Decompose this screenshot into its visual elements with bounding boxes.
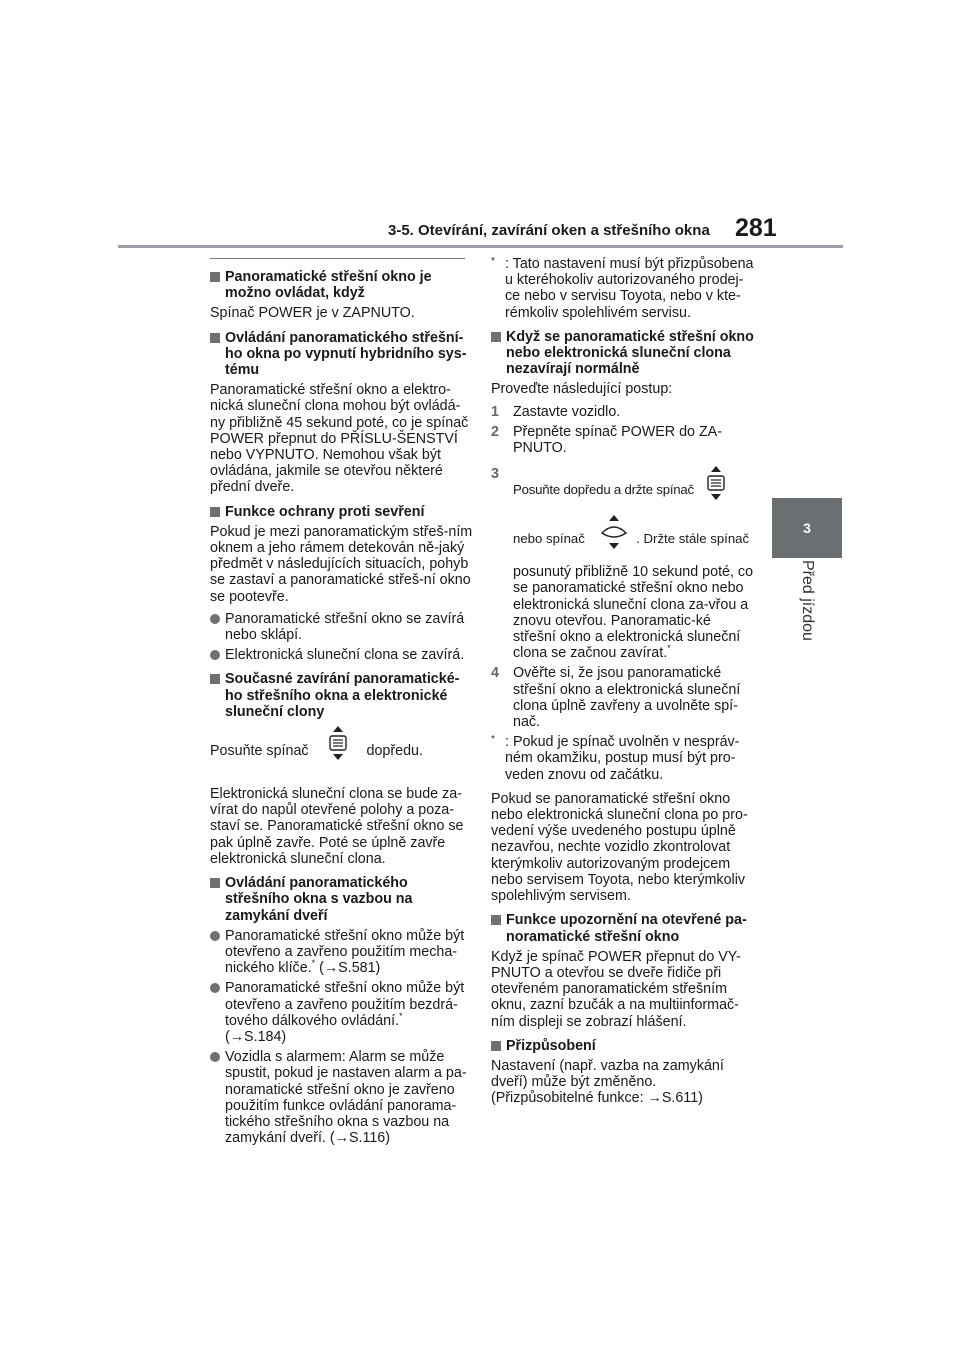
page-number: 281 bbox=[735, 214, 777, 242]
footnote-mark: * bbox=[399, 1010, 403, 1021]
paragraph: Panoramatické střešní okno a elektro-nická sluneční clona mohou být ovládá-ny přibližně 45 sekund poté, co je spínač POWER přepnut do PŘÍSLU-ŠENSTVÍ nebo VYPNUTO. Nemohou však být ovládána, jakmile se otevřou některé přední dveře. bbox=[210, 382, 469, 496]
paragraph: Nastavení (např. vazba na zamykání dveří) může být změněno. bbox=[491, 1057, 724, 1091]
footnote bbox=[491, 256, 756, 321]
step-number: 3 bbox=[491, 466, 499, 483]
step-line bbox=[513, 466, 756, 515]
bullet-text: Panoramatické střešní okno může být otevřeno a zavřeno použitím bezdrá-tového dálkového ovládání. bbox=[225, 980, 465, 1029]
step-item bbox=[491, 665, 756, 730]
step-text: nebo spínač bbox=[513, 531, 585, 547]
footnote-text: : Pokud je spínač uvolněn v nespráv-ném okamžiku, postup musí být pro-veden znovu od začátku. bbox=[505, 734, 740, 783]
paragraph: Proveďte následující postup: bbox=[491, 381, 673, 398]
footnote-mark: * bbox=[667, 643, 671, 654]
heading: Funkce ochrany proti sevření bbox=[210, 504, 475, 520]
bullet-item: Panoramatické střešní okno se zavírá nebo sklápí. bbox=[210, 611, 475, 643]
footnote-mark: * bbox=[491, 734, 495, 746]
footnote-text: : Tato nastavení musí být přizpůsobena u kteréhokoliv autorizovaného prodej-ce nebo v servisu Toyota, nebo v kte-rémkoliv spolehlivém servisu. bbox=[505, 256, 754, 321]
paragraph: Pokud se panoramatické střešní okno nebo elektronická sluneční clona po pro-vedení výše uvedeného postupu úplně nezavřou, nechte vozidlo zkontrolovat kterýmkoliv autorizovaným prodejcem nebo servisem Toyota, nebo kterýmkoliv spolehlivým servisem. bbox=[491, 790, 748, 905]
footnote bbox=[491, 734, 756, 783]
heading: Přizpůsobení bbox=[491, 1038, 756, 1054]
bullet-item bbox=[210, 928, 475, 977]
heading: Ovládání panoramatického střešní-ho okna po vypnutí hybridního sys-tému bbox=[210, 330, 475, 379]
bullet-item bbox=[210, 980, 475, 1045]
step-number: 4 bbox=[491, 665, 499, 682]
step-text: Zastavte vozidlo. bbox=[513, 403, 621, 420]
step-text: posunutý přibližně 10 sekund poté, co se panoramatické střešní okno nebo elektronická sluneční clona za-vřou a znovu otevřou. Panoramatic-ké střešní okno a elektronická sluneční clona se začnou zavírat. bbox=[513, 564, 754, 662]
step-text: Ověřte si, že jsou panoramatické střešní okno a elektronická sluneční clona úplně zavřeny a uvolněte spí-nač. bbox=[513, 665, 741, 731]
sunshade-slide-switch-icon bbox=[327, 726, 349, 776]
instruction-text: dopředu. bbox=[366, 742, 423, 759]
heading: Funkce upozornění na otevřené pa-noramatické střešní okno bbox=[491, 912, 756, 944]
step-item bbox=[491, 404, 756, 420]
step-item bbox=[491, 466, 756, 661]
step-item bbox=[491, 424, 756, 456]
top-rule bbox=[210, 258, 465, 259]
bullet-item: Vozidla s alarmem: Alarm se může spustit, pokud je nastaven alarm a pa-noramatické střešní okno je zavřeno použitím funkce ovládání panorama-tického střešního okna s vazbou na zamykání dveří. (→S.116) bbox=[210, 1049, 475, 1146]
tilt-switch-icon bbox=[599, 515, 629, 564]
chapter-number: 3 bbox=[803, 520, 811, 536]
header-rule bbox=[118, 245, 843, 248]
chapter-tab[interactable] bbox=[772, 498, 842, 558]
heading: Panoramatické střešní okno je možno ovládat, když bbox=[210, 269, 475, 301]
header-section-title: 3-5. Otevírání, zavírání oken a střešního okna bbox=[388, 222, 710, 239]
paragraph: Pokud je mezi panoramatickým střeš-ním oknem a jeho rámem detekován ně-jaký předmět v následujících situacích, pohyb se zastaví a panoramatické střeš-ní okno se pootevře. bbox=[210, 523, 473, 605]
heading: Ovládání panoramatického střešního okna s vazbou na zamykání dveří bbox=[210, 875, 475, 924]
bullet-item: Elektronická sluneční clona se zavírá. bbox=[210, 647, 475, 663]
left-column bbox=[210, 258, 475, 1150]
step-text: Posuňte dopředu a držte spínač bbox=[513, 482, 694, 498]
step-text: Přepněte spínač POWER do ZA-PNUTO. bbox=[513, 423, 722, 457]
page-reference[interactable]: (Přizpůsobitelné funkce: →S.611) bbox=[491, 1090, 703, 1107]
step-number: 1 bbox=[491, 403, 499, 420]
step-text-block bbox=[513, 564, 756, 661]
step-line bbox=[513, 515, 756, 564]
right-column bbox=[491, 256, 756, 1113]
paragraph: Když je spínač POWER přepnut do VY-PNUTO a otevřou se dveře řidiče při otevřeném panoramatickém střešním oknu, zazní bzučák a na multiinformač-ním displeji se zobrazí hlášení. bbox=[491, 948, 741, 1030]
paragraph: Spínač POWER je v ZAPNUTO. bbox=[210, 305, 415, 322]
heading: Současné zavírání panoramatické-ho střešního okna a elektronické sluneční clony bbox=[210, 671, 475, 720]
page-reference[interactable]: (→S.581) bbox=[319, 960, 381, 977]
instruction-line bbox=[210, 726, 475, 776]
page-reference[interactable]: (→S.184) bbox=[225, 1028, 287, 1045]
bullet-text: Panoramatické střešní okno může být otevřeno a zavřeno použitím mecha-nického klíče. bbox=[225, 927, 465, 977]
sunshade-slide-switch-icon bbox=[705, 466, 727, 515]
heading: Když se panoramatické střešní okno nebo elektronická sluneční clona nezavírají normálně bbox=[491, 329, 756, 378]
footnote-mark: * bbox=[491, 256, 495, 267]
step-number: 2 bbox=[491, 423, 499, 440]
footnote-mark: * bbox=[311, 958, 316, 969]
chapter-label: Před jízdou bbox=[799, 560, 816, 641]
paragraph: Elektronická sluneční clona se bude za-vírat do napůl otevřené polohy a poza-staví se. Panoramatické střešní okno se pak úplně zavře. Poté se úplně zavře elektronická sluneční clona. bbox=[210, 786, 464, 867]
step-text: . Držte stále spínač bbox=[636, 531, 750, 547]
instruction-text: Posuňte spínač bbox=[210, 742, 309, 759]
